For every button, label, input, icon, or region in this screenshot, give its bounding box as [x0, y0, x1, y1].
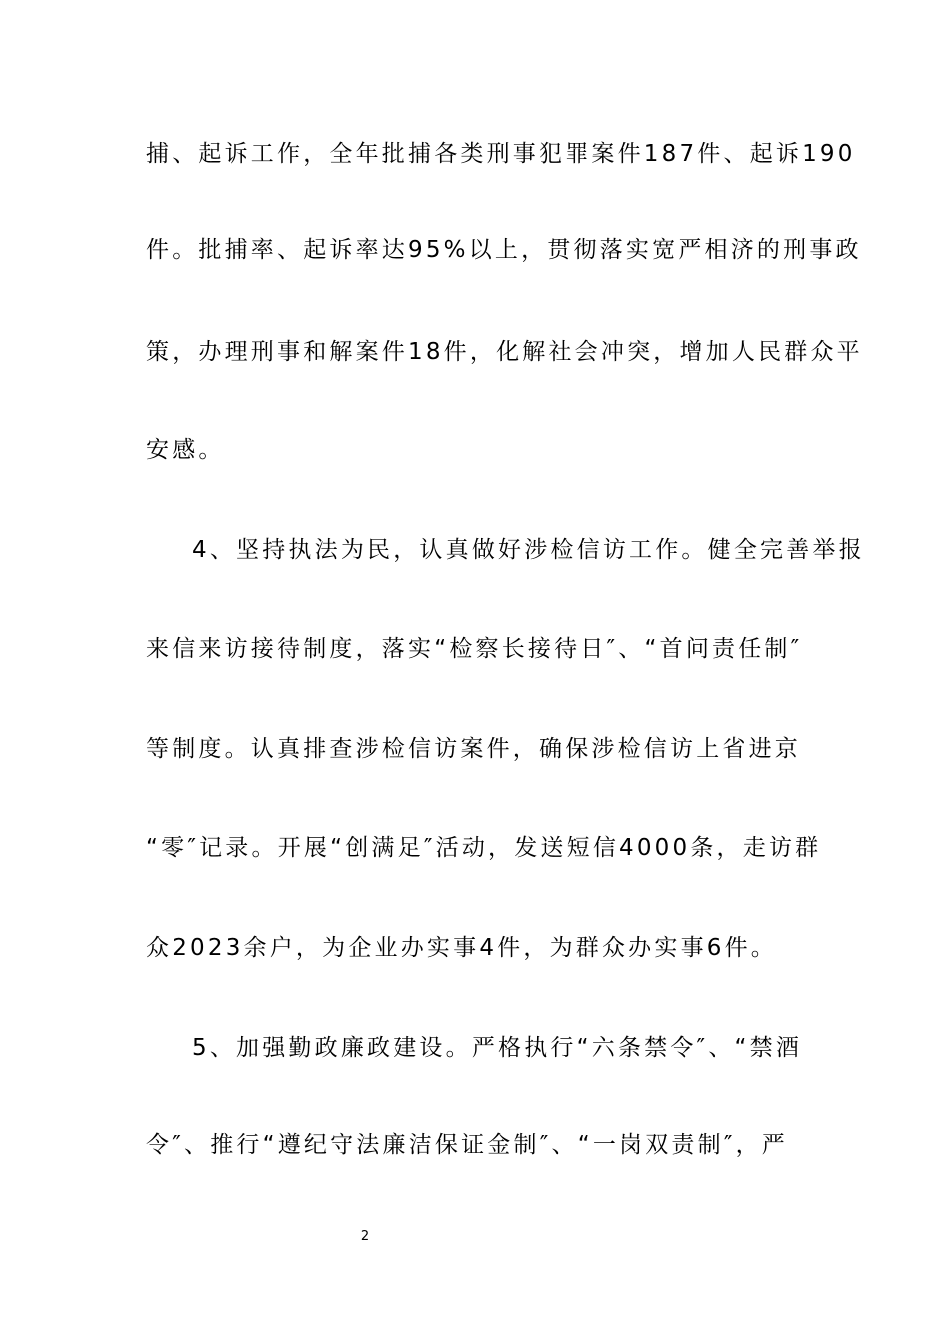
body-text-line: 捕、起诉工作，全年批捕各类刑事犯罪案件187件、起诉190 — [146, 141, 856, 167]
body-text-line: 来信来访接待制度，落实“检察长接待日″、“首问责任制″ — [146, 636, 803, 662]
body-text-line: 众2023余户，为企业办实事4件，为群众办实事6件。 — [146, 935, 777, 961]
body-text-line: 策，办理刑事和解案件18件，化解社会冲突，增加人民群众平 — [146, 339, 863, 365]
body-text-line: 件。批捕率、起诉率达95%以上，贯彻落实宽严相济的刑事政 — [146, 237, 862, 263]
body-text-line: 等制度。认真排查涉检信访案件，确保涉检信访上省进京 — [146, 736, 801, 762]
body-text-line: 安感。 — [146, 437, 225, 463]
body-text-line: 令″、推行“遵纪守法廉洁保证金制″、“一岗双责制″，严 — [146, 1132, 789, 1158]
page-number: 2 — [360, 1229, 370, 1244]
body-text-line: “零″记录。开展“创满足″活动，发送短信4000条，走访群 — [146, 835, 822, 861]
paragraph-first-line: 5、加强勤政廉政建设。严格执行“六条禁令″、“禁酒 — [192, 1035, 803, 1061]
paragraph-first-line: 4、坚持执法为民，认真做好涉检信访工作。健全完善举报 — [192, 537, 865, 563]
